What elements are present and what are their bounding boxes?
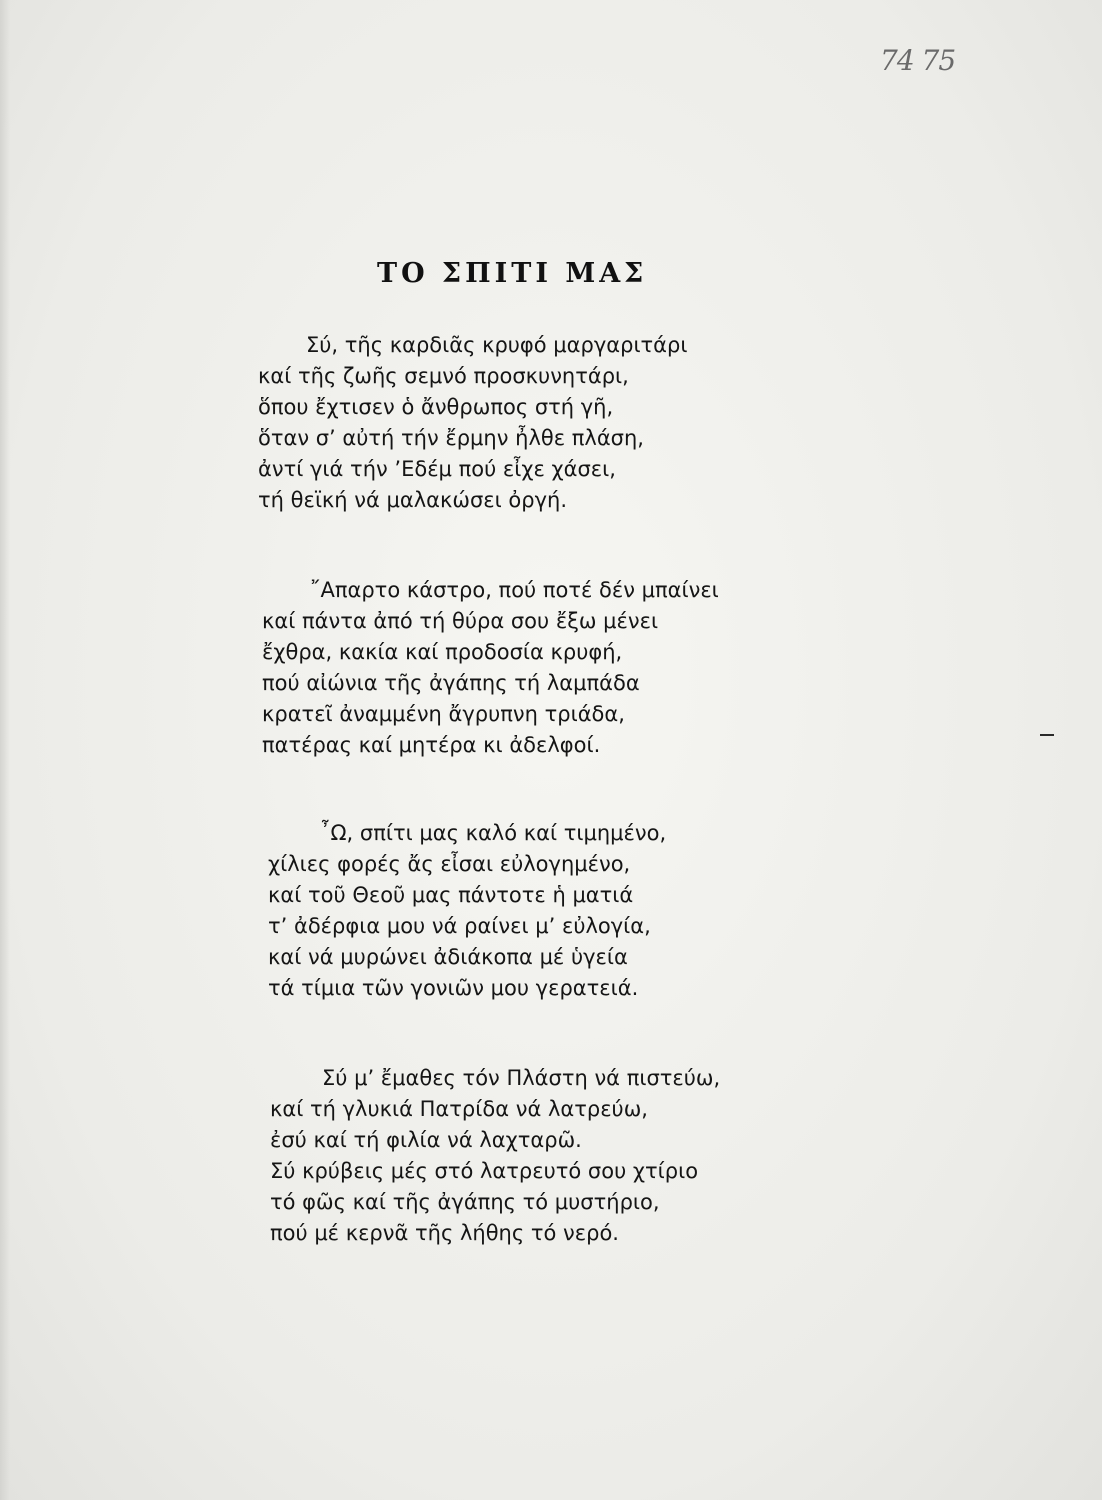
poem-line: Σύ μ’ ἔμαθες τόν Πλάστη νά πιστεύω, <box>322 1066 721 1090</box>
poem-line: χίλιες φορές ἄς εἶσαι εὐλογημένο, <box>268 852 631 876</box>
poem-line: ὅταν σ’ αὐτή τήν ἔρμην ἦλθε πλάση, <box>258 426 644 450</box>
poem-line: ῏Ω, σπίτι μας καλό καί τιμημένο, <box>320 821 667 845</box>
poem-line: τή θεϊκή νά μαλακώσει ὀργή. <box>258 488 568 512</box>
margin-mark <box>1040 734 1054 736</box>
poem-line: Σύ κρύβεις μές στό λατρευτό σου χτίριο <box>270 1159 699 1183</box>
poem-line: ῎Απαρτο κάστρο, πού ποτέ δέν μπαίνει <box>310 578 719 602</box>
page-number: 74 75 <box>880 44 956 77</box>
poem-line: πατέρας καί μητέρα κι ἀδελφοί. <box>262 733 601 757</box>
poem-line: τ’ ἀδέρφια μου νά ραίνει μ’ εὐλογία, <box>268 914 651 938</box>
poem-line: καί τοῦ Θεοῦ μας πάντοτε ἡ ματιά <box>268 883 634 907</box>
poem-line: τό φῶς καί τῆς ἀγάπης τό μυστήριο, <box>270 1190 660 1214</box>
poem-line: πού αἰώνια τῆς ἀγάπης τή λαμπάδα <box>262 671 640 695</box>
poem-line: καί νά μυρώνει ἀδιάκοπα μέ ὑγεία <box>268 945 628 969</box>
poem-line: κρατεῖ ἀναμμένη ἄγρυπνη τριάδα, <box>262 702 625 726</box>
poem-title: ΤΟ ΣΠΙΤΙ ΜΑΣ <box>377 258 648 289</box>
stanza-2 <box>262 575 719 761</box>
stanza-4 <box>270 1063 720 1249</box>
poem-line: ἐσύ καί τή φιλία νά λαχταρῶ. <box>270 1128 582 1152</box>
poem-line: ἀντί γιά τήν ’Εδέμ πού εἶχε χάσει, <box>258 457 616 481</box>
stanza-1 <box>258 330 687 516</box>
poem-line: τά τίμια τῶν γονιῶν μου γερατειά. <box>268 976 639 1000</box>
poem-line: ἔχθρα, κακία καί προδοσία κρυφή, <box>262 640 623 664</box>
poem-line: καί τῆς ζωῆς σεμνό προσκυνητάρι, <box>258 364 629 388</box>
page-edge-shadow <box>0 0 10 1500</box>
stanza-3 <box>268 818 666 1004</box>
poem-line: Σύ, τῆς καρδιᾶς κρυφό μαργαριτάρι <box>306 333 688 357</box>
poem-line: πού μέ κερνᾶ τῆς λήθης τό νερό. <box>270 1221 619 1245</box>
poem-line: ὅπου ἔχτισεν ὁ ἄνθρωπος στή γῆ, <box>258 395 614 419</box>
poem-line: καί πάντα ἀπό τή θύρα σου ἔξω μένει <box>262 609 659 633</box>
poem-line: καί τή γλυκιά Πατρίδα νά λατρεύω, <box>270 1097 648 1121</box>
